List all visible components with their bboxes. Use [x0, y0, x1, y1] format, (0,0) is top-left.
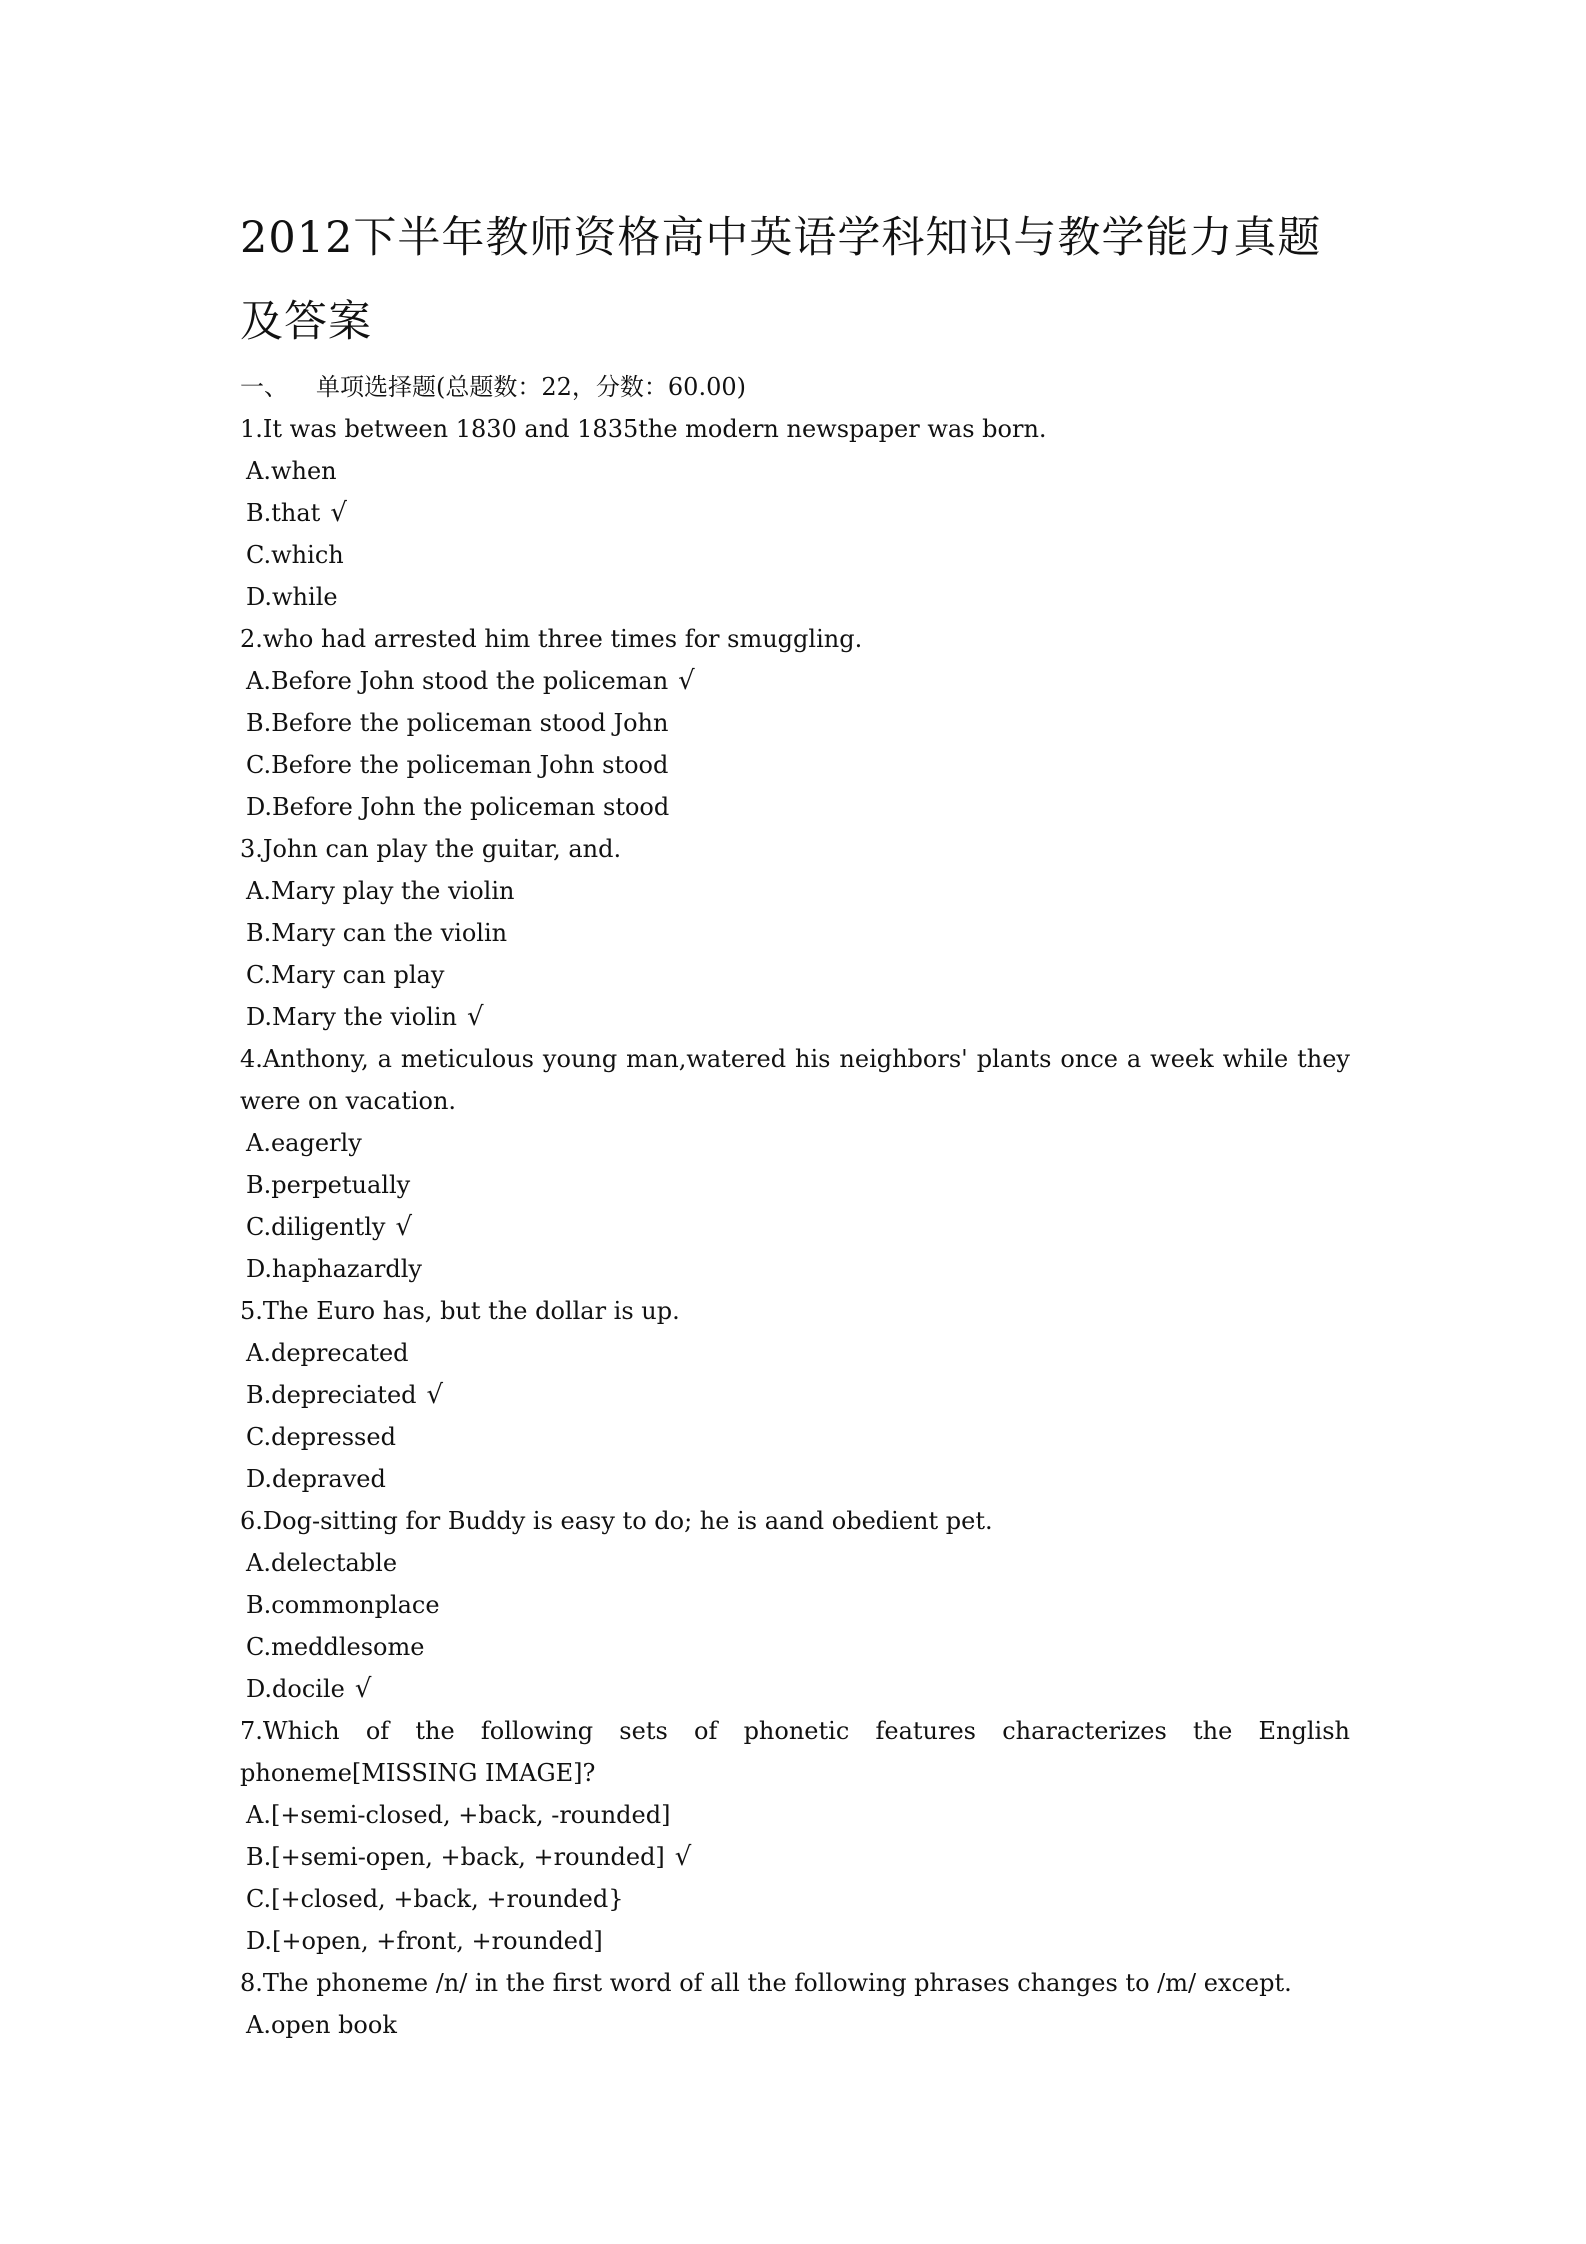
- answer-option: [240, 576, 1350, 618]
- answer-option: [240, 1920, 1350, 1962]
- question-stem: 2.who had arrested him three times for smuggling.: [240, 625, 863, 653]
- answer-option: [240, 954, 1350, 996]
- answer-option: [240, 744, 1350, 786]
- answer-option: [240, 660, 1350, 702]
- answer-option: [240, 450, 1350, 492]
- option-text: B.Mary can the violin: [246, 919, 508, 947]
- answer-option: [240, 1332, 1350, 1374]
- option-text: D.while: [246, 583, 338, 611]
- correct-check-icon: √: [354, 1674, 372, 1704]
- question-7: [240, 1710, 1350, 1962]
- answer-option: [240, 492, 1350, 534]
- option-text: C.[+closed, +back, +rounded}: [246, 1885, 624, 1913]
- answer-option: [240, 1374, 1350, 1416]
- option-list: [240, 1542, 1350, 1710]
- option-text: C.depressed: [246, 1423, 396, 1451]
- question-list: [240, 408, 1350, 2046]
- option-text: A.[+semi-closed, +back, -rounded]: [246, 1801, 671, 1829]
- option-text: B.that: [246, 499, 321, 527]
- question-4: [240, 1038, 1350, 1290]
- answer-option: [240, 1122, 1350, 1164]
- question-8: [240, 1962, 1350, 2046]
- answer-option: [240, 2004, 1350, 2046]
- option-text: B.perpetually: [246, 1171, 411, 1199]
- option-list: [240, 450, 1350, 618]
- option-text: A.delectable: [246, 1549, 398, 1577]
- answer-option: [240, 912, 1350, 954]
- answer-option: [240, 702, 1350, 744]
- correct-check-icon: √: [678, 666, 695, 696]
- document-page: [240, 196, 1350, 2046]
- question-stem: 6.Dog-sitting for Buddy is easy to do; he is aand obedient pet.: [240, 1507, 993, 1535]
- question-stem: 7.Which of the following sets of phonetic features characterizes the English phoneme[MISSING IMAGE]?: [240, 1717, 1350, 1787]
- correct-check-icon: √: [426, 1380, 444, 1410]
- option-list: [240, 660, 1350, 828]
- option-text: C.which: [246, 541, 344, 569]
- option-text: D.Mary the violin: [246, 1003, 457, 1031]
- correct-check-icon: √: [395, 1212, 413, 1242]
- question-stem: 4.Anthony, a meticulous young man,watered his neighbors' plants once a week while they were on vacation.: [240, 1045, 1350, 1115]
- answer-option: [240, 1584, 1350, 1626]
- answer-option: [240, 1416, 1350, 1458]
- answer-option: [240, 996, 1350, 1038]
- option-list: [240, 1332, 1350, 1500]
- correct-check-icon: √: [330, 498, 347, 528]
- section-heading-text: 单项选择题(总题数：22，分数：60.00): [316, 373, 746, 401]
- answer-option: [240, 1626, 1350, 1668]
- option-text: C.diligently: [246, 1213, 386, 1241]
- option-list: [240, 2004, 1350, 2046]
- option-text: D.depraved: [246, 1465, 386, 1493]
- question-stem: 3.John can play the guitar, and.: [240, 835, 622, 863]
- option-text: A.open book: [246, 2011, 397, 2039]
- option-text: B.commonplace: [246, 1591, 440, 1619]
- question-1: [240, 408, 1350, 618]
- question-stem: 5.The Euro has, but the dollar is up.: [240, 1297, 680, 1325]
- answer-option: [240, 1206, 1350, 1248]
- answer-option: [240, 1458, 1350, 1500]
- option-text: C.Before the policeman John stood: [246, 751, 669, 779]
- section-heading: [240, 366, 1350, 408]
- question-2: [240, 618, 1350, 828]
- option-text: A.Mary play the violin: [246, 877, 515, 905]
- option-text: C.meddlesome: [246, 1633, 425, 1661]
- question-stem: 1.It was between 1830 and 1835the modern newspaper was born.: [240, 415, 1047, 443]
- option-list: [240, 1794, 1350, 1962]
- section-number: 一、: [240, 373, 288, 401]
- option-text: B.[+semi-open, +back, +rounded]: [246, 1843, 665, 1871]
- answer-option: [240, 1794, 1350, 1836]
- option-text: B.Before the policeman stood John: [246, 709, 669, 737]
- option-text: A.eagerly: [246, 1129, 362, 1157]
- answer-option: [240, 1164, 1350, 1206]
- answer-option: [240, 1836, 1350, 1878]
- option-text: D.Before John the policeman stood: [246, 793, 670, 821]
- option-text: D.docile: [246, 1675, 345, 1703]
- option-text: A.Before John stood the policeman: [246, 667, 669, 695]
- question-3: [240, 828, 1350, 1038]
- question-6: [240, 1500, 1350, 1710]
- option-list: [240, 870, 1350, 1038]
- question-5: [240, 1290, 1350, 1500]
- option-text: D.[+open, +front, +rounded]: [246, 1927, 603, 1955]
- option-text: A.deprecated: [246, 1339, 409, 1367]
- answer-option: [240, 1248, 1350, 1290]
- answer-option: [240, 1878, 1350, 1920]
- answer-option: [240, 870, 1350, 912]
- option-text: A.when: [246, 457, 337, 485]
- answer-option: [240, 534, 1350, 576]
- option-text: D.haphazardly: [246, 1255, 422, 1283]
- option-list: [240, 1122, 1350, 1290]
- document-title: 2012下半年教师资格高中英语学科知识与教学能力真题及答案: [240, 213, 1322, 347]
- question-stem: 8.The phoneme /n/ in the first word of all the following phrases changes to /m/ except.: [240, 1969, 1292, 1997]
- option-text: B.depreciated: [246, 1381, 417, 1409]
- answer-option: [240, 786, 1350, 828]
- correct-check-icon: √: [466, 1002, 484, 1032]
- answer-option: [240, 1668, 1350, 1710]
- option-text: C.Mary can play: [246, 961, 445, 989]
- correct-check-icon: √: [674, 1842, 692, 1872]
- answer-option: [240, 1542, 1350, 1584]
